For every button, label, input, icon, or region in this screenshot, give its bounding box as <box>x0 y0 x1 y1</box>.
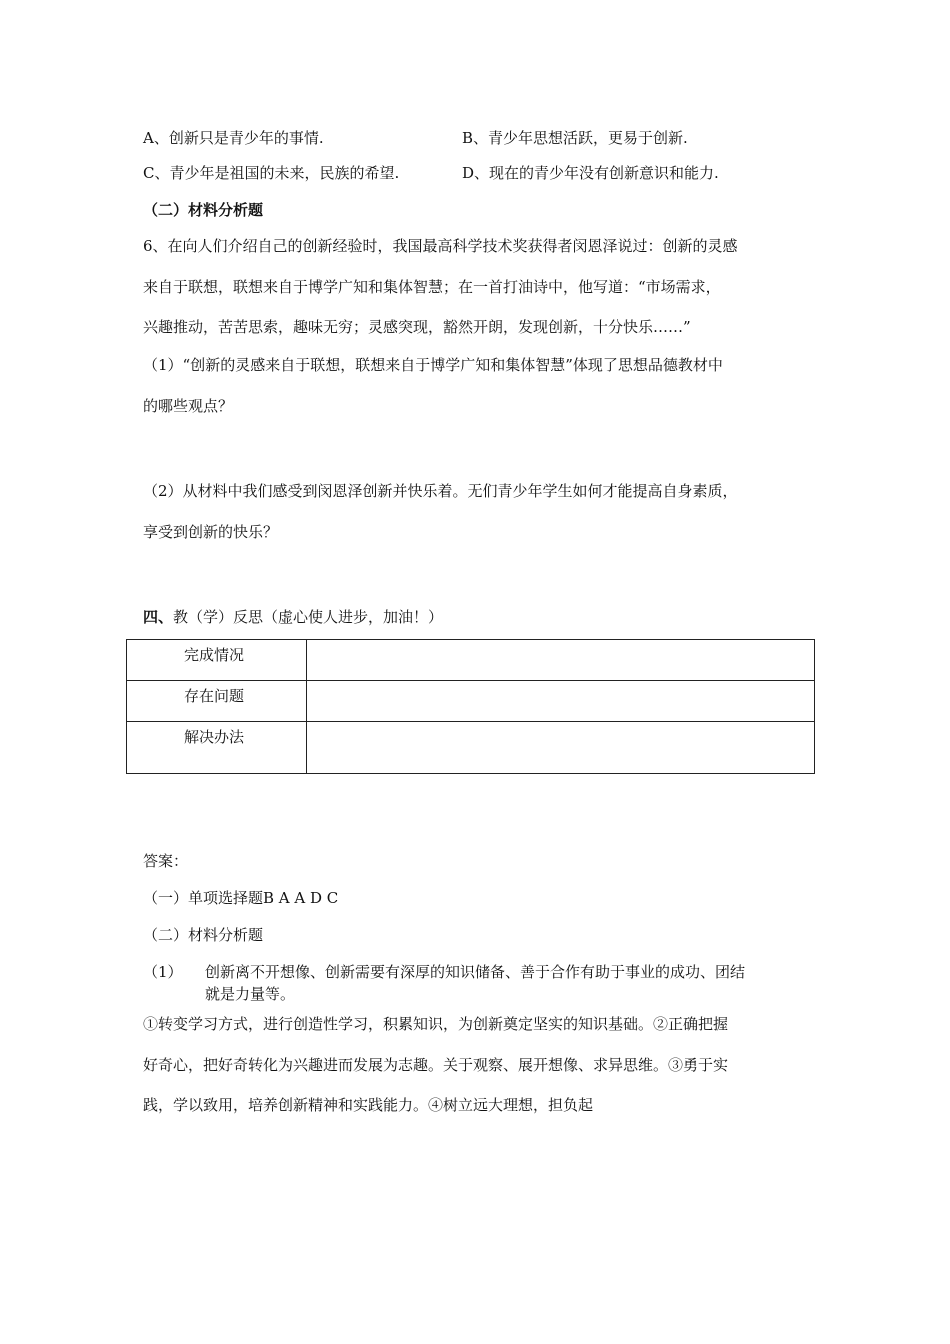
choice-c: C、青少年是祖国的未来，民族的希望. <box>143 164 400 182</box>
answers-paragraph-line: 好奇心，把好奇转化为兴趣进而发展为志趣。关于观察、展开想像、求异思维。③勇于实 <box>143 1056 729 1074</box>
answer-cell[interactable] <box>307 722 815 774</box>
q6-text-line: 兴趣推动，苦苦思索，趣味无穷；灵感突现，豁然开朗，发现创新，十分快乐……” <box>143 318 691 336</box>
answers-item1-line: 就是力量等。 <box>205 985 296 1003</box>
choice-d: D、现在的青少年没有创新意识和能力. <box>462 164 719 182</box>
answers-item1-text <box>205 961 825 1005</box>
answers-material-heading: （二）材料分析题 <box>143 926 264 944</box>
choice-a: A、创新只是青少年的事情. <box>143 129 324 147</box>
section-heading-material: （二）材料分析题 <box>143 201 264 219</box>
q6-sub2-line: 享受到创新的快乐？ <box>143 523 279 541</box>
q6-sub1-line: （1）“创新的灵感来自于联想，联想来自于博学广知和集体智慧”体现了思想品德教材中 <box>143 356 723 374</box>
table-row <box>127 722 815 774</box>
row-label: 存在问题 <box>127 681 307 722</box>
q6-text-line: 来自于联想，联想来自于博学广知和集体智慧；在一首打油诗中，他写道：“市场需求， <box>143 278 721 296</box>
answers-title: 答案： <box>143 852 189 870</box>
answers-item1-line: 创新离不开想像、创新需要有深厚的知识储备、善于合作有助于事业的成功、团结 <box>205 963 746 981</box>
choice-b: B、青少年思想活跃，更易于创新. <box>462 129 688 147</box>
answer-cell[interactable] <box>307 681 815 722</box>
answers-item1-number: （1） <box>143 963 183 981</box>
q6-text-line: 6、在向人们介绍自己的创新经验时，我国最高科学技术奖获得者闵恩泽说过：创新的灵感 <box>143 237 738 255</box>
answers-single-choice: （一）单项选择题B A A D C <box>143 889 339 907</box>
table-row <box>127 681 815 722</box>
reflection-heading-text: 教（学）反思（虚心使人进步，加油！） <box>173 608 444 626</box>
reflection-table <box>126 639 815 774</box>
q6-sub2-line: （2）从材料中我们感受到闵恩泽创新并快乐着。无们青少年学生如何才能提高自身素质， <box>143 482 738 500</box>
row-label: 解决办法 <box>127 722 307 774</box>
answers-paragraph-line: ①转变学习方式，进行创造性学习，积累知识，为创新奠定坚实的知识基础。②正确把握 <box>143 1015 729 1033</box>
table-row <box>127 640 815 681</box>
answers-paragraph-line: 践，学以致用，培养创新精神和实践能力。④树立远大理想，担负起 <box>143 1096 594 1114</box>
reflection-heading-number: 四、 <box>143 608 174 626</box>
reflection-heading <box>143 607 443 627</box>
q6-sub1-line: 的哪些观点？ <box>143 397 234 415</box>
answer-cell[interactable] <box>307 640 815 681</box>
row-label: 完成情况 <box>127 640 307 681</box>
